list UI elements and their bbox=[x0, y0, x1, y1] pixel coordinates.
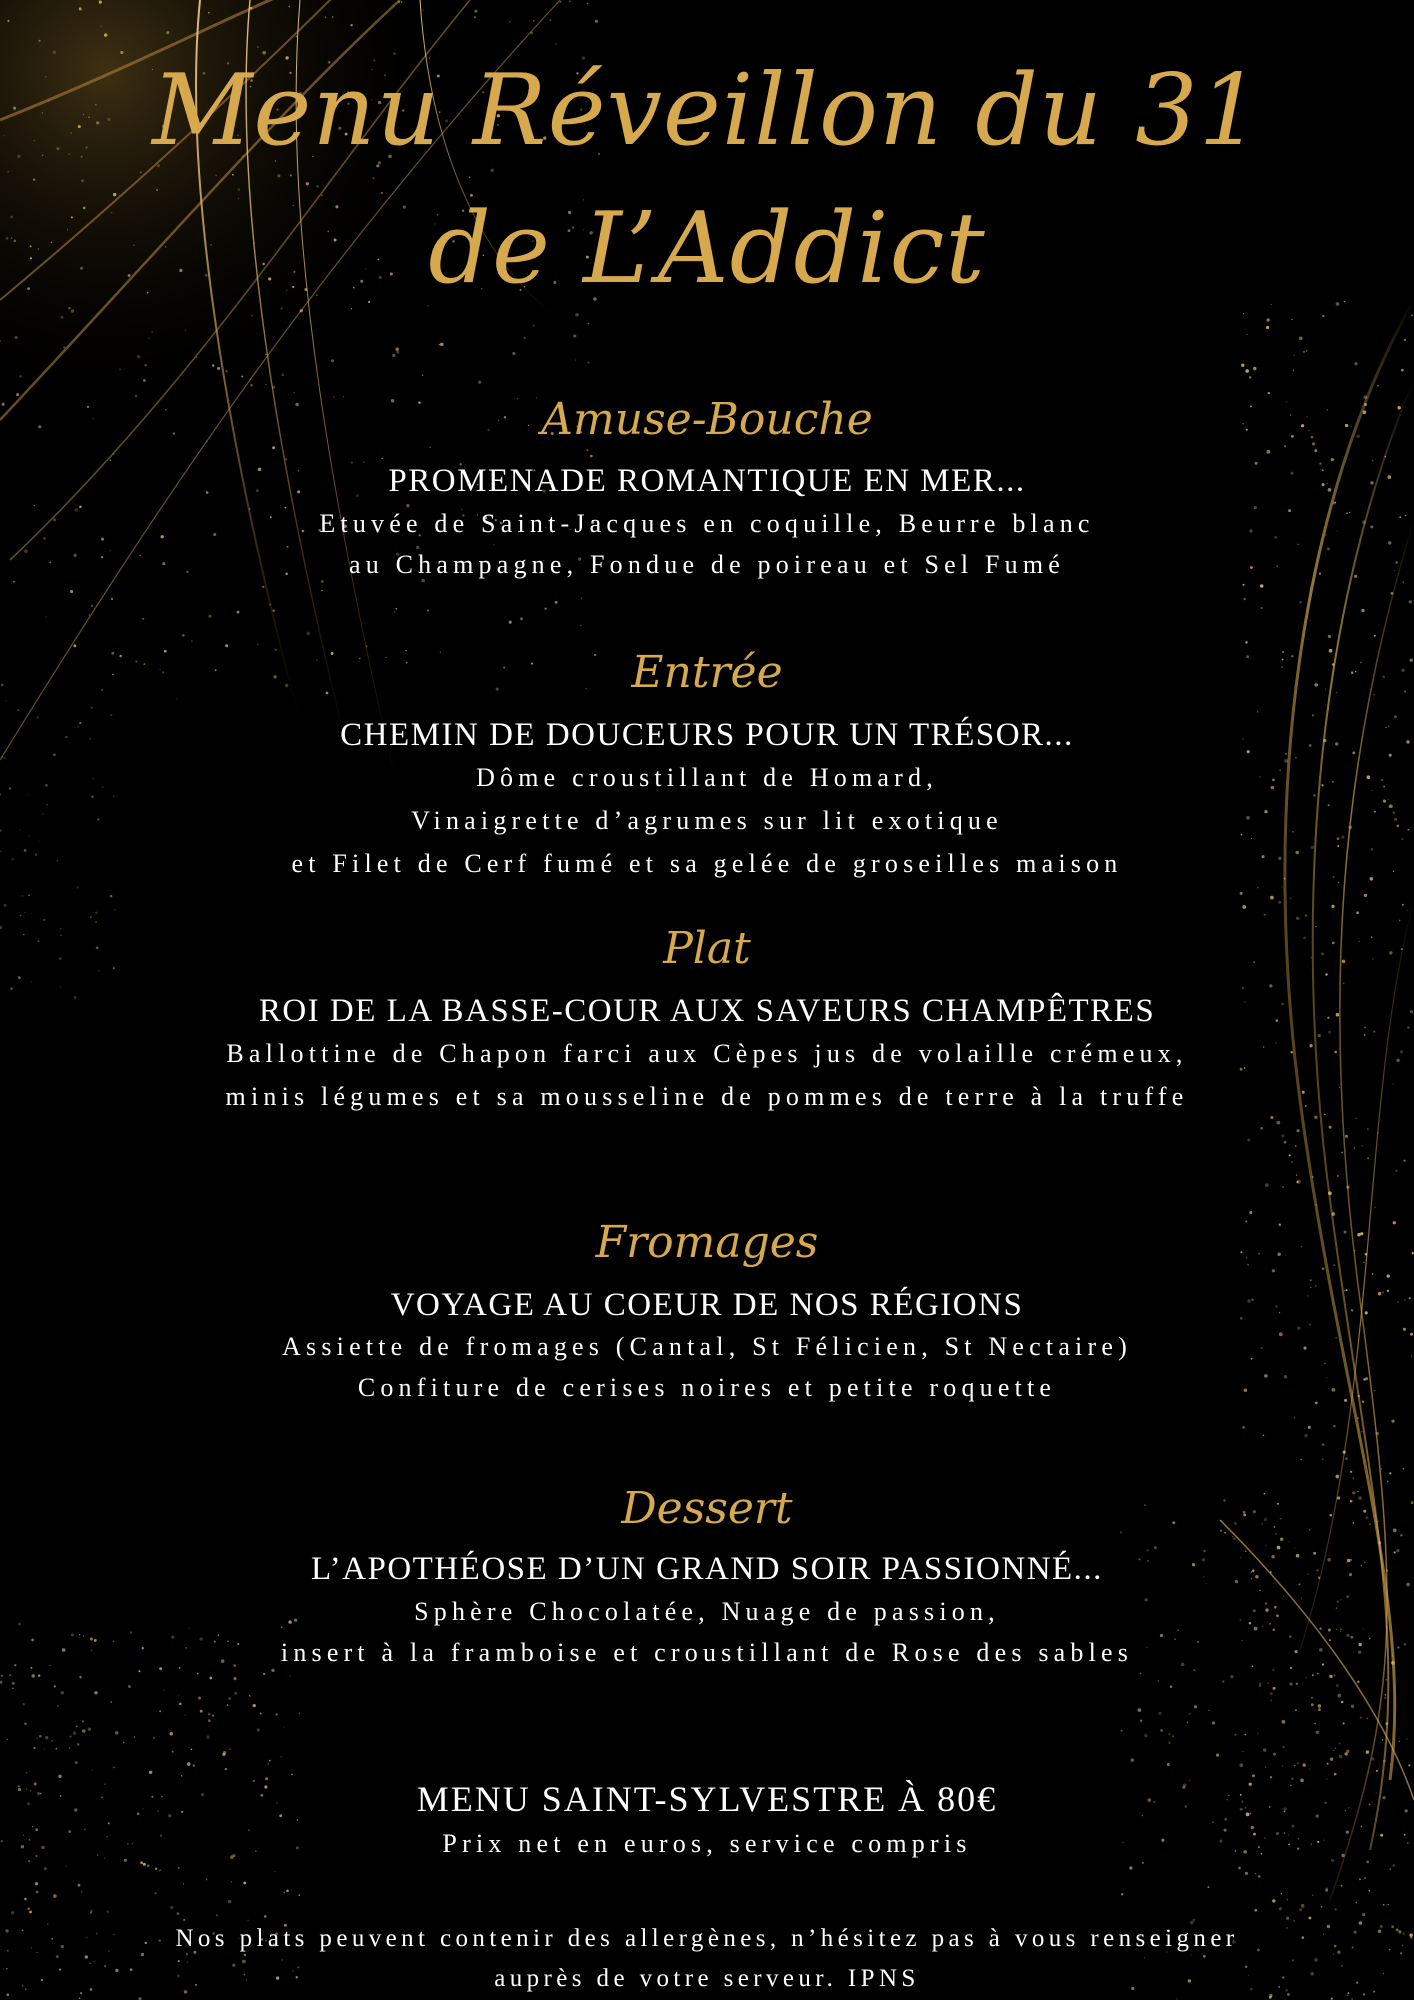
dish-title-fromages: VOYAGE AU COEUR DE NOS RÉGIONS bbox=[390, 1287, 1024, 1323]
menu-title-line-2: de L’Addict bbox=[428, 192, 986, 306]
dish-title-dessert: L’APOTHÉOSE D’UN GRAND SOIR PASSIONNÉ... bbox=[311, 1551, 1103, 1587]
allergen-note-line-1: Nos plats peuvent contenir des allergènes, n’hésitez pas à vous renseigner bbox=[175, 1925, 1239, 1952]
dish-description-line: Assiette de fromages (Cantal, St Félicien, St Nectaire) bbox=[282, 1332, 1132, 1361]
dish-description-line: Dôme croustillant de Homard, bbox=[476, 763, 938, 792]
section-heading-amuse-bouche: Amuse-Bouche bbox=[541, 394, 873, 445]
dish-description-line: Ballottine de Chapon farci aux Cèpes jus de volaille crémeux, bbox=[226, 1039, 1188, 1068]
menu-title-line-1: Menu Réveillon du 31 bbox=[152, 54, 1262, 168]
dish-description-line: insert à la framboise et croustillant de Rose des sables bbox=[280, 1638, 1134, 1667]
allergen-note-line-2: auprès de votre serveur. IPNS bbox=[494, 1965, 920, 1992]
dish-title-entree: CHEMIN DE DOUCEURS POUR UN TRÉSOR... bbox=[340, 717, 1074, 753]
dish-description-line: Sphère Chocolatée, Nuage de passion, bbox=[414, 1597, 1000, 1626]
menu-price: MENU SAINT-SYLVESTRE À 80€ bbox=[416, 1779, 998, 1819]
dish-description-line: minis légumes et sa mousseline de pommes de terre à la truffe bbox=[225, 1082, 1189, 1111]
dish-title-plat: ROI DE LA BASSE-COUR AUX SAVEURS CHAMPÊTRES bbox=[258, 993, 1156, 1029]
dish-title-amuse-bouche: PROMENADE ROMANTIQUE EN MER... bbox=[388, 463, 1026, 499]
section-heading-entree: Entrée bbox=[631, 647, 783, 698]
dish-description-line: Etuvée de Saint-Jacques en coquille, Beurre blanc bbox=[319, 509, 1095, 538]
section-heading-dessert: Dessert bbox=[621, 1483, 793, 1534]
dish-description-line: Vinaigrette d’agrumes sur lit exotique bbox=[411, 806, 1003, 835]
price-note: Prix net en euros, service compris bbox=[442, 1829, 972, 1858]
section-heading-plat: Plat bbox=[663, 923, 751, 974]
section-heading-fromages: Fromages bbox=[595, 1217, 819, 1268]
dish-description-line: au Champagne, Fondue de poireau et Sel Fumé bbox=[348, 550, 1066, 579]
dish-description-line: et Filet de Cerf fumé et sa gelée de groseilles maison bbox=[291, 849, 1123, 878]
dish-description-line: Confiture de cerises noires et petite roquette bbox=[357, 1373, 1057, 1402]
